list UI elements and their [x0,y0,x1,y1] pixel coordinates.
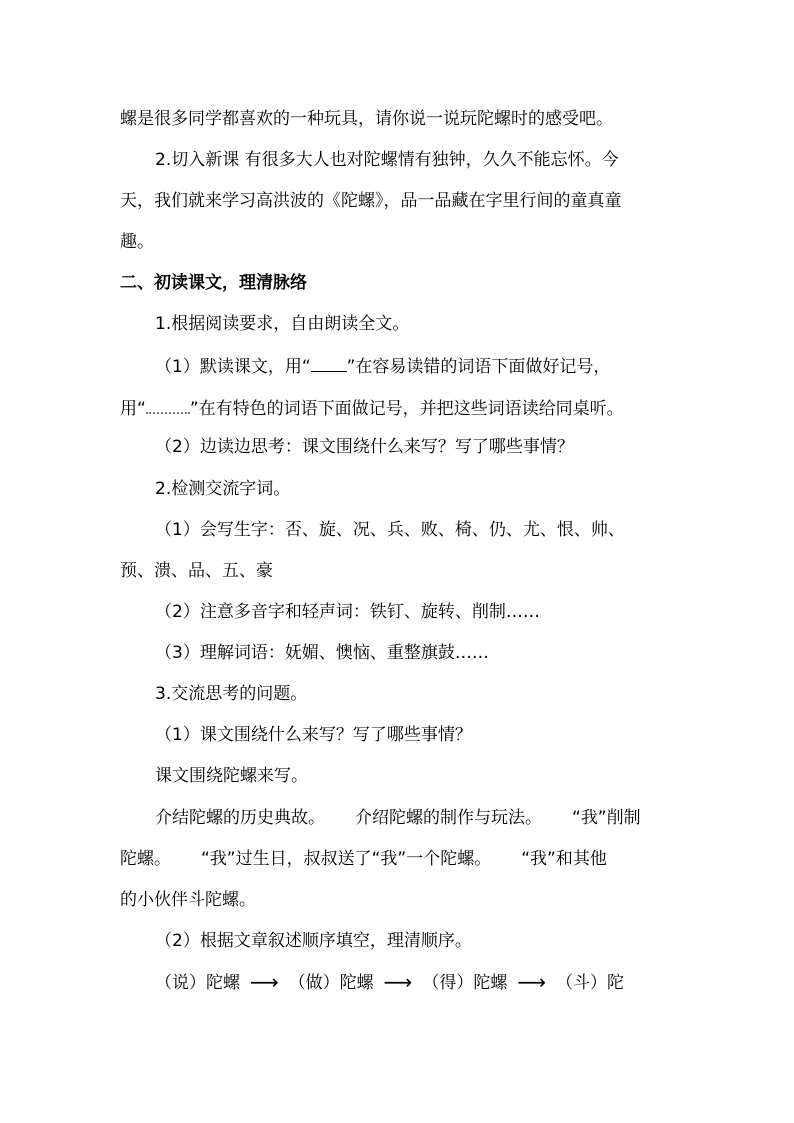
sub-item [0,353,794,379]
sub-item-text: 预、溃、品、五、豪 [120,561,273,581]
wavy-mark-sample [146,394,190,414]
event-item: 介结陀螺的历史典故。 [155,808,325,828]
step-item [0,312,794,336]
sub-item-text: （1）默读课文，用“ [155,357,311,377]
event-item: “我”过生日，叔叔送了“我”一个陀螺。 [201,849,492,869]
arrow-right-icon: ⟶ [517,970,547,994]
sub-item-text: （3）理解词语：妩媚、懊恼、重整旗鼓…… [155,643,489,663]
sub-item-text: 用“ [120,399,146,419]
sequence-item: （斗）陀 [556,973,625,993]
paragraph-text: 螺是很多同学都喜欢的一种玩具，请你说一说玩陀螺时的感受吧。 [120,109,613,129]
events-line [0,847,794,871]
sub-item [0,600,794,624]
section-heading [0,271,794,295]
sub-item-text: （1）会写生字：否、旋、况、兵、败、椅、仍、尤、恨、帅、 [155,520,625,540]
sequence-item: （说）陀螺 [155,973,240,993]
sub-item-text: ”在有特色的词语下面做记号，并把这些词语读给同桌听。 [189,399,624,419]
arrow-right-icon: ⟶ [250,970,279,994]
step-item [0,682,794,706]
paragraph [0,107,794,131]
paragraph [0,230,794,254]
sub-item-text: （2）注意多音字和轻声词：铁钉、旋转、削制…… [155,602,540,622]
sub-item [0,559,794,583]
events-line [0,806,794,830]
step-text: 3.交流思考的问题。 [155,684,308,704]
paragraph-text: 2.切入新课 有很多大人也对陀螺情有独钟，久久不能忘怀。今 [155,150,619,170]
event-item: 的小伙伴斗陀螺。 [120,890,256,910]
sequence-line [0,970,794,995]
sub-item-text: （2）根据文章叙述顺序填空，理清顺序。 [155,931,472,951]
event-item: “我”削制 [572,808,641,828]
sub-item [0,929,794,953]
step-item [0,477,794,501]
event-item: “我”和其他 [521,849,607,869]
sub-item [0,435,794,459]
event-item: 陀螺。 [120,849,171,869]
events-line [0,888,794,912]
paragraph-text: 趣。 [120,232,154,252]
answer-text-span: 课文围绕陀螺来写。 [155,766,308,786]
sub-item-text: （1）课文围绕什么来写？写了哪些事情？ [155,725,472,745]
event-item: 介绍陀螺的制作与玩法。 [355,808,542,828]
step-text: 2.检测交流字词。 [155,479,291,499]
paragraph [0,189,794,213]
sub-item [0,641,794,665]
sequence-item: （做）陀螺 [288,973,374,993]
sub-item-text: ”在容易读错的词语下面做好记号， [346,357,611,377]
sub-item [0,394,794,421]
sub-item-text: （2）边读边思考：课文围绕什么来写？写了哪些事情？ [155,437,574,457]
sub-item [0,518,794,542]
step-text: 1.根据阅读要求，自由朗读全文。 [155,314,410,334]
underline-mark-sample [311,353,347,372]
paragraph [0,148,794,172]
paragraph-text: 天，我们就来学习高洪波的《陀螺》，品一品藏在字里行间的童真童 [120,191,622,211]
answer-text [0,764,794,788]
heading-text: 二、初读课文，理清脉络 [120,273,307,293]
sub-item [0,723,794,747]
sequence-item: （得）陀螺 [422,973,508,993]
arrow-right-icon: ⟶ [383,970,413,994]
